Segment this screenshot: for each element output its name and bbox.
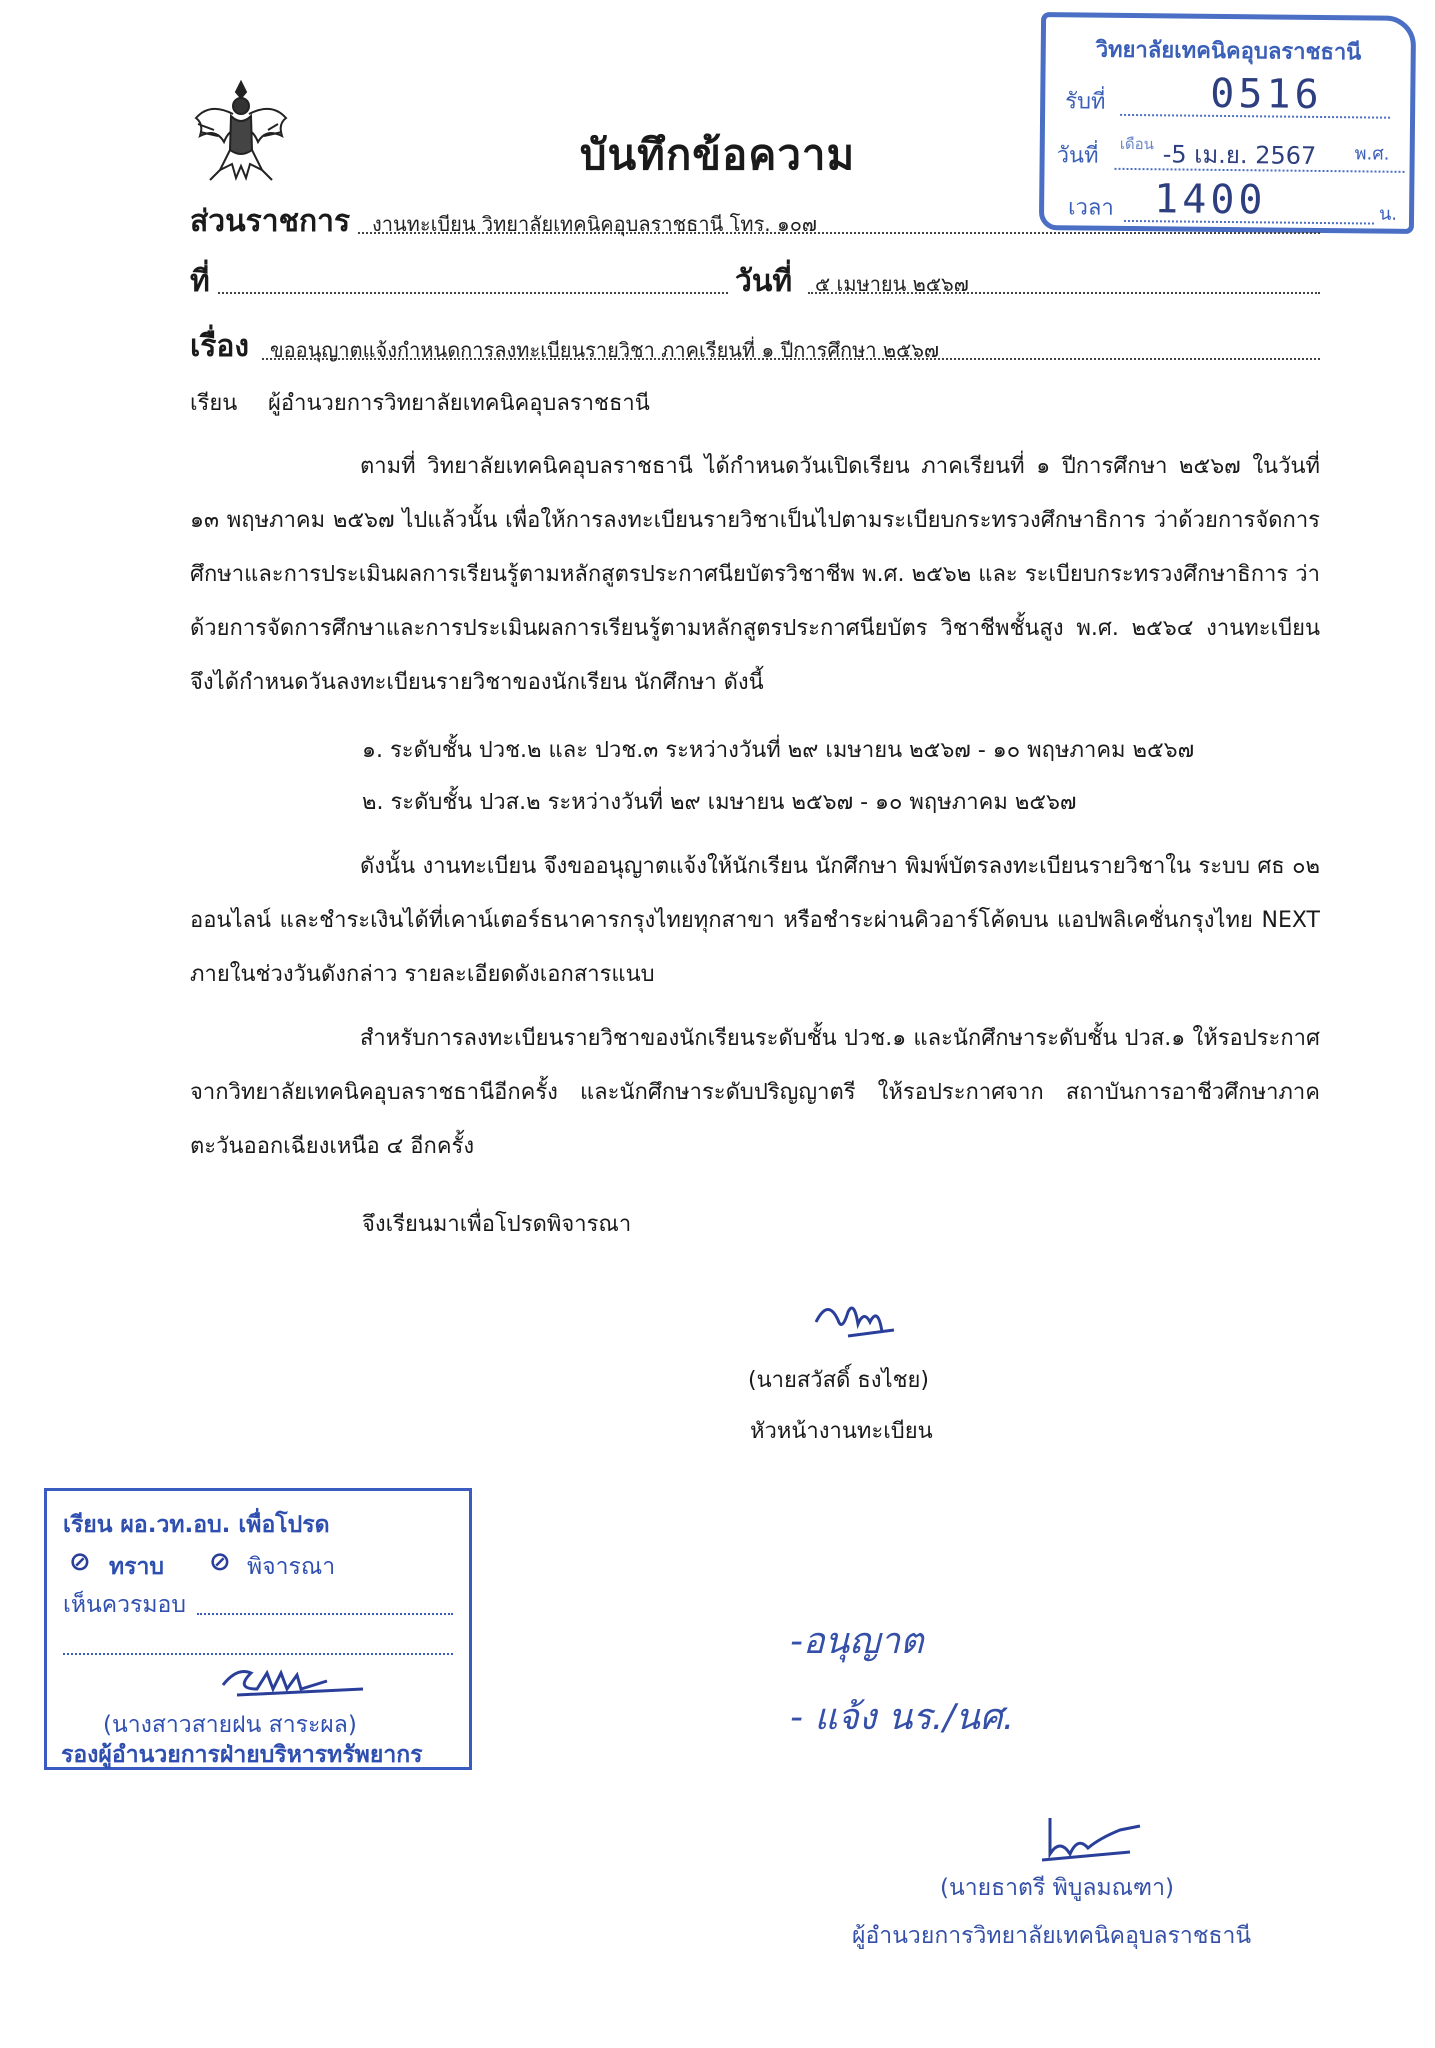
signer-1-position: หัวหน้างานทะเบียน: [750, 1419, 933, 1444]
route-line-3: เห็นควรมอบ: [63, 1592, 186, 1618]
signature-1-icon: [808, 1292, 898, 1346]
body-paragraph-3: สำหรับการลงทะเบียนรายวิชาของนักเรียนระดับชั้น ปวช.๑ และนักศึกษาระดับชั้น ปวส.๑ ให้รอประกาศจากวิทยาลัยเทคนิคอุบลราชธานีอีกครั้ง และนักศึกษาระดับปริญญาตรี ให้รอประกาศจาก สถาบันการอาชีวศึกษาภาคตะวันออกเฉียงเหนือ ๔ อีกครั้ง: [190, 1026, 1320, 1159]
signer-1-name: (นายสวัสดิ์ ธงไชย): [748, 1368, 929, 1393]
section-value: งานทะเบียน วิทยาลัยเทคนิคอุบลราชธานี โทร. ๑๐๗: [372, 212, 817, 236]
date-label: วันที่: [735, 264, 793, 299]
receipt-stamp: [1039, 12, 1416, 234]
receipt-time-suffix: น.: [1378, 203, 1398, 225]
receipt-date-label: วันที่: [1056, 143, 1099, 169]
closing-text: จึงเรียนมาเพื่อโปรดพิจารณา: [362, 1212, 632, 1237]
check-icon: ⊘: [209, 1547, 231, 1577]
route-dotline: [63, 1653, 453, 1655]
route-signer-position: รองผู้อำนวยการฝ่ายบริหารทรัพยากร: [61, 1742, 423, 1768]
signer-2-name: (นายธาตรี พิบูลมณฑา): [940, 1875, 1174, 1901]
signature-3-icon: [1030, 1808, 1160, 1868]
receipt-org: วิทยาลัยเทคนิคอุบลราชธานี: [1095, 37, 1362, 66]
receipt-time-label: เวลา: [1067, 195, 1114, 221]
signature-2-icon: [217, 1659, 367, 1699]
signer-2-position: ผู้อำนวยการวิทยาลัยเทคนิคอุบลราชธานี: [852, 1923, 1252, 1949]
receipt-no-label: รับที่: [1065, 89, 1106, 115]
date-value: ๕ เมษายน ๒๕๖๗: [815, 272, 969, 296]
ref-label: ที่: [190, 264, 210, 299]
receipt-no-value: 0516: [1210, 70, 1323, 118]
route-line-1: เรียน ผอ.วท.อบ. เพื่อโปรด: [63, 1512, 330, 1538]
director-note-line-1: -อนุญาต: [790, 1621, 924, 1662]
routing-stamp: [44, 1488, 472, 1770]
list-item: ๒. ระดับชั้น ปวส.๒ ระหว่างวันที่ ๒๙ เมษายน ๒๕๖๗ - ๑๐ พฤษภาคม ๒๕๖๗: [362, 790, 1077, 815]
route-dotline: [197, 1613, 453, 1615]
subject-value: ขออนุญาตแจ้งกำหนดการลงทะเบียนรายวิชา ภาคเรียนที่ ๑ ปีการศึกษา ๒๕๖๗: [270, 338, 939, 362]
ref-dotline: [218, 292, 728, 294]
to-label: เรียน: [190, 391, 238, 416]
route-opt-1: ทราบ: [109, 1554, 165, 1580]
list-item: ๑. ระดับชั้น ปวช.๒ และ ปวช.๓ ระหว่างวันที่ ๒๙ เมษายน ๒๕๖๗ - ๑๐ พฤษภาคม ๒๕๖๗: [362, 738, 1195, 763]
to-value: ผู้อำนวยการวิทยาลัยเทคนิคอุบลราชธานี: [268, 391, 650, 416]
check-icon: ⊘: [69, 1547, 91, 1577]
receipt-time-value: 1400: [1153, 176, 1267, 224]
route-opt-2: พิจารณา: [247, 1554, 336, 1580]
subject-label: เรื่อง: [190, 329, 250, 364]
document-title: บันทึกข้อความ: [579, 130, 856, 179]
receipt-month-label: เดือน: [1119, 134, 1155, 154]
receipt-date-value: -5 เม.ย. 2567: [1162, 140, 1317, 170]
body-paragraph-2: ดังนั้น งานทะเบียน จึงขออนุญาตแจ้งให้นักเรียน นักศึกษา พิมพ์บัตรลงทะเบียนรายวิชาใน ระบบ ศธ ๐๒ ออนไลน์ และชำระเงินได้ที่เคาน์เตอร์ธนาคารกรุงไทยทุกสาขา หรือชำระผ่านคิวอาร์โค้ดบน แอปพลิเคชั่นกรุงไทย NEXT ภายในช่วงวันดังกล่าว รายละเอียดดังเอกสารแนบ: [190, 854, 1320, 987]
route-signer-name: (นางสาวสายฝน สาระผล): [103, 1712, 357, 1738]
body-paragraph-1: ตามที่ วิทยาลัยเทคนิคอุบลราชธานี ได้กำหนดวันเปิดเรียน ภาคเรียนที่ ๑ ปีการศึกษา ๒๕๖๗ ในวันที่ ๑๓ พฤษภาคม ๒๕๖๗ ไปแล้วนั้น เพื่อให้การลงทะเบียนรายวิชาเป็นไปตามระเบียบกระทรวงศึกษาธิการ ว่าด้วยการจัดการศึกษาและการประเมินผลการเรียนรู้ตามหลักสูตรประกาศนียบัตรวิชาชีพ พ.ศ. ๒๕๖๒ และ ระเบียบกระทรวงศึกษาธิการ ว่าด้วยการจัดการศึกษาและการประเมินผลการเรียนรู้ตามหลักสูตรประกาศนียบัตร วิชาชีพชั้นสูง พ.ศ. ๒๕๖๔ งานทะเบียน จึงได้กำหนดวันลงทะเบียนรายวิชาของนักเรียน นักศึกษา ดังนี้: [190, 454, 1320, 695]
receipt-year-label: พ.ศ.: [1354, 143, 1390, 165]
section-label: ส่วนราชการ: [190, 204, 351, 239]
director-note-line-2: - แจ้ง นร./นศ.: [790, 1697, 1015, 1738]
